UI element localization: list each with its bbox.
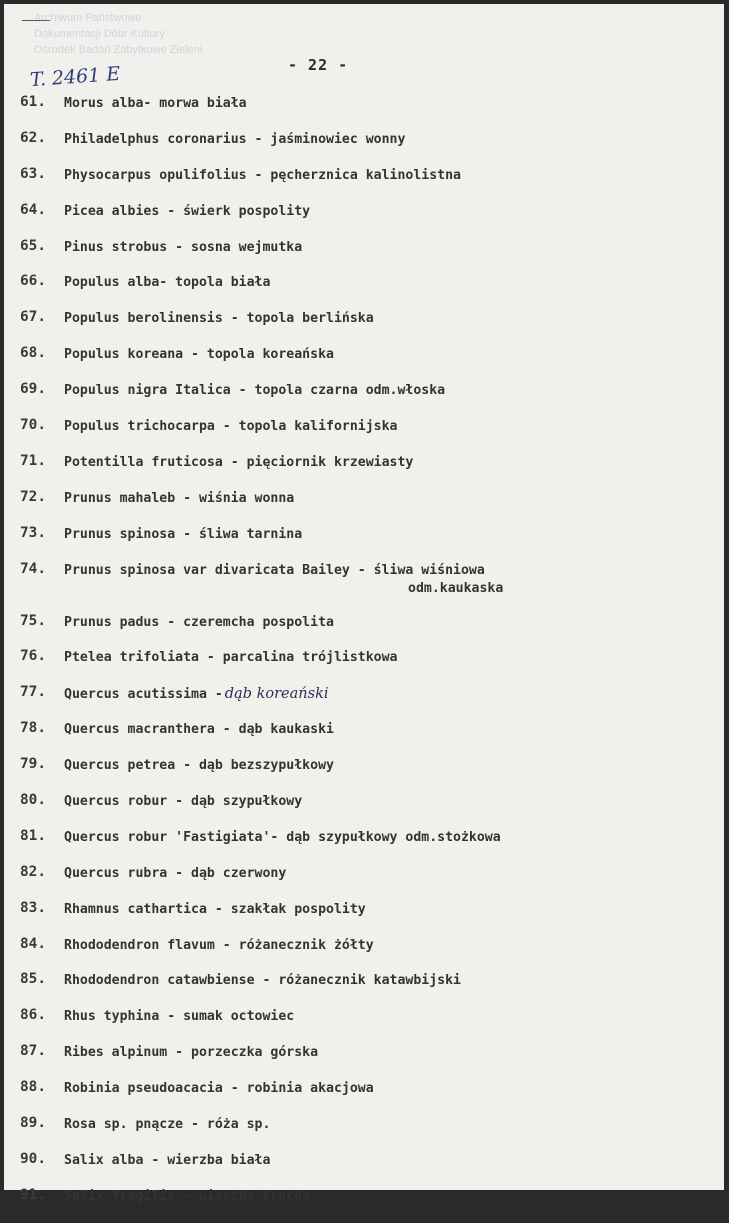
entry-number: 62. [20,129,46,146]
list-item [4,684,724,720]
entry-species: Robinia pseudoacacia - robinia akacjowa [64,1081,374,1097]
list-item [4,971,724,1007]
entry-number: 70. [20,417,46,434]
entry-text [64,830,501,845]
entry-text [64,275,270,290]
entry-species: Quercus petrea - dąb bezszypułkowy [64,758,334,774]
entry-number: 71. [20,452,46,469]
entry-text [64,794,302,809]
entry-number: 64. [20,201,46,218]
stamp-line: Ośrodek Badań Zabytkowe Zieleni [34,44,203,56]
document-page [4,4,724,1204]
entry-number: 75. [20,612,46,629]
entry-species: Rhododendron catawbiense - różanecznik katawbijski [64,973,461,989]
entry-species: Quercus macranthera - dąb kaukaski [64,722,334,738]
entry-continuation: odm.kaukaska [408,580,504,596]
entry-number: 77. [20,684,46,701]
entry-text [64,563,485,578]
list-item [4,130,724,166]
entry-text [64,96,247,111]
entry-species: Philadelphus coronarius - jaśminowiec wonny [64,131,406,147]
page-number: - 22 - [288,56,349,74]
entry-number: 65. [20,237,46,254]
entry-species: Salix alba - wierzba biała [64,1152,271,1168]
entry-number: 87. [20,1043,46,1060]
entry-number: 74. [20,560,46,577]
list-item [4,94,724,130]
entry-number: 61. [20,94,46,110]
list-item [4,525,724,561]
entry-species: Rosa sp. pnącze - róża sp. [64,1117,271,1133]
entry-text [64,1117,270,1132]
entry-text [64,938,374,953]
entry-text [64,455,413,470]
entry-number: 90. [20,1150,46,1167]
entry-text [64,168,461,183]
entry-species: Rhamnus cathartica - szakłak pospolity [64,901,366,917]
list-item [4,238,724,274]
entry-species: Populus koreana - topola koreańska [64,347,334,363]
entry-text [64,383,445,398]
entry-species: Rhus typhina - sumak octowiec [64,1009,295,1025]
stamp-line: Archiwum Państwowe [34,12,142,24]
catalog-mark: T. 2461 E [29,62,121,92]
entry-species: Quercus acutissima - [64,687,223,703]
entry-number: 63. [20,165,46,182]
entry-species: Populus berolinensis - topola berlińska [64,311,374,327]
list-item [4,1115,724,1151]
entry-number: 85. [20,971,46,988]
list-item [4,756,724,792]
entry-text [64,240,302,255]
entry-text [64,650,397,665]
entry-number: 78. [20,720,46,737]
entry-text [64,311,374,326]
entry-number: 68. [20,345,46,362]
entry-species: Populus nigra Italica - topola czarna odm.włoska [64,383,446,399]
list-item [4,273,724,309]
entry-species: Rhododendron flavum - różanecznik żółty [64,937,374,953]
list-item [4,792,724,828]
entry-number: 73. [20,524,46,541]
list-item [4,1187,724,1223]
entry-text [64,973,461,988]
entry-number: 81. [20,827,46,844]
list-item [4,936,724,972]
entry-text [64,1009,294,1024]
list-item [4,202,724,238]
entry-text [64,204,310,219]
entry-species: Quercus robur - dąb szypułkowy [64,794,303,810]
entry-text [64,902,366,917]
list-item [4,561,724,613]
entry-number: 84. [20,935,46,952]
entry-species: Morus alba- morwa biała [64,96,247,111]
handwritten-note: dąb koreański [224,686,329,703]
entry-text [64,866,286,881]
list-item [4,345,724,381]
entry-text [64,491,294,506]
entry-number: 69. [20,381,46,398]
entry-text [64,758,334,773]
list-item [4,1043,724,1079]
entry-text [64,527,302,542]
entry-species: Prunus spinosa - śliwa tarnina [64,526,303,542]
entry-number: 82. [20,863,46,880]
entry-species: Pinus strobus - sosna wejmutka [64,239,303,255]
entry-number: 72. [20,488,46,505]
entry-species: Potentilla fruticosa - pięciornik krzewiasty [64,454,414,470]
list-item [4,381,724,417]
list-item [4,489,724,525]
entry-species: Prunus mahaleb - wiśnia wonna [64,490,295,506]
entry-number: 88. [20,1079,46,1096]
list-item [4,900,724,936]
entry-species: Quercus robur 'Fastigiata'- dąb szypułkowy odm.stożkowa [64,829,501,845]
list-item [4,417,724,453]
entry-species: Ptelea trifoliata - parcalina trójlistkowa [64,650,398,666]
entry-number: 67. [20,309,46,326]
entry-species: Physocarpus opulifolius - pęcherznica kalinolistna [64,167,461,183]
entry-number: 79. [20,756,46,773]
entry-species: Prunus spinosa var divaricata Bailey - śliwa wiśniowa [64,562,485,578]
entry-species: Prunus padus - czeremcha pospolita [64,614,334,630]
list-item [4,720,724,756]
entry-number: 80. [20,792,46,809]
list-item [4,1151,724,1187]
entry-species: Quercus rubra - dąb czerwony [64,865,287,881]
entry-text [64,1081,374,1096]
entry-text [64,419,397,434]
entry-number: 66. [20,273,46,290]
entry-number: 83. [20,899,46,916]
entry-text [64,722,334,737]
species-list [4,94,724,1223]
entry-number: 86. [20,1007,46,1024]
list-item [4,309,724,345]
entry-number: 76. [20,648,46,665]
entry-species: Populus alba- topola biała [64,275,271,291]
list-item [4,648,724,684]
entry-text [64,347,334,362]
list-item [4,453,724,489]
entry-number: 91. [20,1186,46,1203]
entry-text [64,1189,310,1204]
list-item [4,864,724,900]
list-item [4,1079,724,1115]
entry-text [64,686,329,702]
entry-text [64,132,405,147]
list-item [4,613,724,649]
entry-species: Salix fragilis - wierzba krucha [64,1188,311,1204]
entry-species: Ribes alpinum - porzeczka górska [64,1045,319,1061]
header-stamp [34,10,294,58]
list-item [4,1007,724,1043]
list-item [4,166,724,202]
entry-species: Picea albies - świerk pospolity [64,203,311,219]
entry-text [64,1045,318,1060]
entry-species: Populus trichocarpa - topola kalifornijska [64,419,398,435]
entry-text [64,1153,270,1168]
list-item [4,828,724,864]
entry-text [64,615,334,630]
entry-number: 89. [20,1115,46,1132]
stamp-line: Dokumentacji Dóbr Kultury [34,28,165,40]
